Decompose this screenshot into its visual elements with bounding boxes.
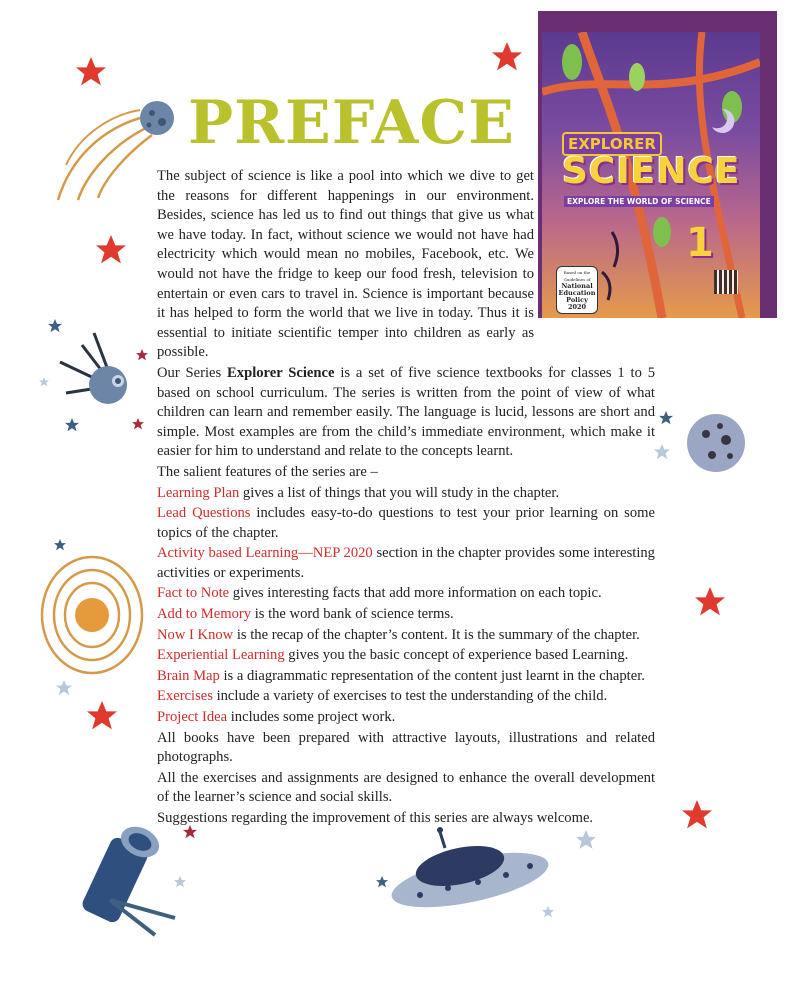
- feature-name: Add to Memory: [157, 606, 252, 623]
- feature-item: [157, 687, 655, 707]
- galaxy-icon: [42, 557, 142, 673]
- feature-desc: gives a list of things that you will study in the chapter.: [239, 484, 560, 501]
- qr-code-icon: [714, 270, 738, 294]
- nep-badge-line: Education: [558, 289, 596, 297]
- feature-name: Lead Questions: [157, 505, 251, 522]
- closing-paragraph: Suggestions regarding the improvement of this series are always welcome.: [157, 810, 594, 826]
- feature-desc: includes some project work.: [227, 709, 396, 726]
- nep-badge-line: Policy 2020: [566, 296, 588, 311]
- feature-desc: include a variety of exercises to test the understanding of the child.: [212, 688, 608, 705]
- feature-desc: is the word bank of science terms.: [251, 606, 454, 623]
- feature-desc: gives you the basic concept of experience based Learning.: [284, 647, 629, 664]
- feature-name: Fact to Note: [157, 585, 230, 602]
- series-suffix: is a set of five science textbooks for classes 1 to 5 based on school curriculum. The series is written from the point of view of what children can learn and remember easily. The language is lucid, lessons are short and simple. Most examples are from the child’s immediate environment, which make it easier for him to understand and relate to the concepts learnt.: [157, 364, 656, 460]
- satellite-icon: [60, 333, 127, 404]
- feature-desc: is a diagrammatic representation of the content just learnt in the chapter.: [219, 667, 645, 684]
- feature-name: Exercises: [157, 688, 213, 705]
- telescope-icon: [80, 821, 175, 935]
- feature-item: [157, 544, 655, 583]
- series-prefix: Our Series: [157, 364, 228, 381]
- page-title: PREFACE: [188, 88, 515, 158]
- features-intro: The salient features of the series are –: [157, 463, 378, 480]
- feature-item: [157, 605, 655, 625]
- nep-badge-line: National: [561, 282, 593, 290]
- feature-name: Brain Map: [157, 667, 220, 684]
- feature-item: [157, 667, 655, 687]
- nep-badge-line: Based on the Guidelines of: [563, 270, 591, 282]
- feature-desc: includes easy-to-do questions to test your prior learning on some topics of the chapter.: [157, 505, 655, 541]
- cover-subject: SCIENCE: [562, 151, 741, 192]
- feature-item: [157, 484, 655, 504]
- series-name: Explorer Science: [227, 364, 335, 381]
- feature-desc: is the recap of the chapter’s content. It is the summary of the chapter.: [233, 626, 640, 643]
- preface-body: [157, 167, 655, 830]
- feature-item: [157, 646, 655, 666]
- cover-brand: EXPLORER: [562, 132, 662, 156]
- feature-desc: section in the chapter provides some interesting activities or experiments.: [157, 545, 655, 581]
- closing-paragraph: All books have been prepared with attractive layouts, illustrations and related photographs.: [157, 729, 655, 766]
- feature-item: [157, 504, 655, 543]
- feature-desc: gives interesting facts that add more information on each topic.: [229, 585, 602, 602]
- series-paragraph: [157, 364, 655, 462]
- closing-paragraph: All the exercises and assignments are designed to enhance the overall development of the learner’s science and social skills.: [157, 769, 655, 806]
- feature-name: Project Idea: [157, 709, 228, 726]
- ufo-icon: [387, 827, 553, 918]
- feature-item: [157, 584, 655, 604]
- feature-name: Now I Know: [157, 626, 234, 643]
- feature-name: Activity based Learning—NEP 2020: [157, 545, 373, 562]
- feature-item: [157, 626, 655, 646]
- feature-name: Experiential Learning: [157, 647, 285, 664]
- cover-tagline: EXPLORE THE WORLD OF SCIENCE: [564, 196, 714, 207]
- cover-grade-number: 1: [686, 220, 714, 266]
- moon-icon: [687, 414, 745, 472]
- feature-item: [157, 708, 655, 728]
- feature-name: Learning Plan: [157, 484, 240, 501]
- intro-paragraph: The subject of science is like a pool into which we dive to get the reasons for different happenings in our environment. Besides, science has led us to find out things that give us what we have today. In fact, without science we would not have had electricity which would mean no mobiles, Facebook, etc. We would not have the fridge to keep our food fresh, television to entertain or even cars to travel in. Science is important because it has helped to form the world that we live in today. Thus it is essential to initiate scientific temper into children as early as possible.: [157, 168, 534, 361]
